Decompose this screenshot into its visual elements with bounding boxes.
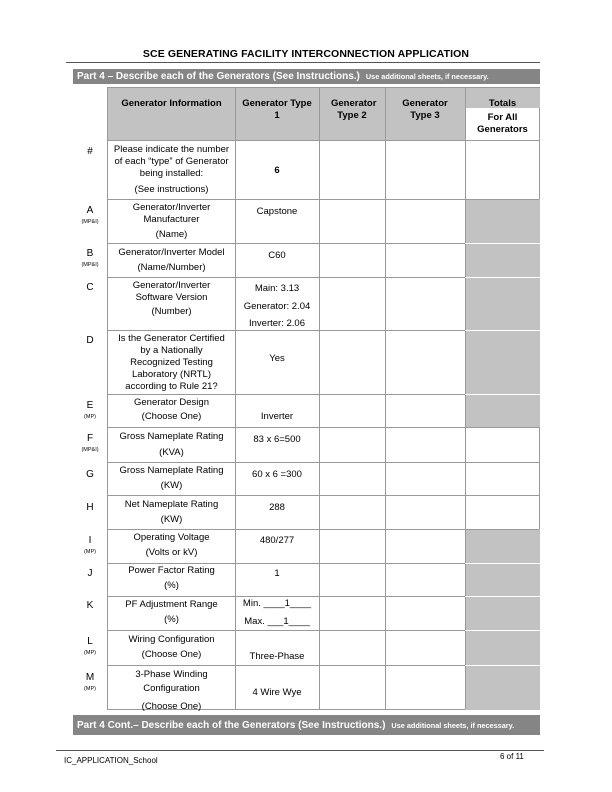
info-pf-range-extra: (%) <box>164 614 179 625</box>
info-voltage-extra: (Volts or kV) <box>145 547 198 558</box>
header-type-3: Generator Type 3 <box>402 98 448 121</box>
info-power-factor: Power Factor Rating <box>128 565 215 576</box>
row-label-h: H <box>86 502 94 513</box>
info-net-kw: Net Nameplate Rating <box>124 499 219 510</box>
type1-winding-value: 4 Wire Wye <box>252 687 302 698</box>
info-winding-2: Configuration <box>143 683 200 694</box>
title-rule <box>66 62 540 63</box>
header-generator-information: Generator Information <box>121 98 222 109</box>
row-label-d: D <box>86 335 94 346</box>
row-label-i: I (MP) <box>84 535 96 555</box>
info-gross-kw: Gross Nameplate Rating <box>119 465 224 476</box>
row-label-k: K <box>86 600 94 611</box>
row-label-f: F (MP&I) <box>81 433 99 453</box>
info-wiring: Wiring Configuration <box>128 634 215 645</box>
type1-software-main: Main: 3.13 <box>254 283 300 294</box>
header-totals-sub: For All Generators <box>477 112 528 135</box>
info-winding-extra: (Choose One) <box>141 701 202 712</box>
row-label-b: B (MP&I) <box>81 248 99 268</box>
continued-title: Part 4 Cont.– Describe each of the Generators (See Instructions.) <box>77 719 386 731</box>
type1-count-value: 6 <box>274 165 280 176</box>
info-design: Generator Design <box>134 397 209 408</box>
info-gross-kva: Gross Nameplate Rating <box>119 431 224 442</box>
type1-wiring-value: Three-Phase <box>249 651 305 662</box>
row-label-m: M (MP) <box>84 672 96 692</box>
page-title: SCE GENERATING FACILITY INTERCONNECTION APPLICATION <box>142 48 470 60</box>
section-header <box>73 69 540 84</box>
row-label-g: G <box>86 469 94 480</box>
type1-model-value: C60 <box>268 250 286 261</box>
type1-software-generator: Generator: 2.04 <box>243 301 311 312</box>
info-manufacturer-extra: (Name) <box>155 229 188 240</box>
info-gross-kw-extra: (KW) <box>160 480 183 491</box>
info-manufacturer: Generator/Inverter Manufacturer <box>132 202 211 225</box>
type1-certified-value: Yes <box>269 353 285 364</box>
row-label-a: A (MP&I) <box>81 205 99 225</box>
info-wiring-extra: (Choose One) <box>141 649 202 660</box>
row-label-l: L (MP) <box>84 636 96 656</box>
info-certified: Is the Generator Certified by a Nationally Recognized Testing Laboratory (NRTL) according to Rule 21? <box>118 333 225 392</box>
type1-gross-kva-value: 83 x 6=500 <box>253 434 301 445</box>
section-title: Part 4 – Describe each of the Generators (See Instructions.) <box>77 71 360 82</box>
info-voltage: Operating Voltage <box>133 532 210 543</box>
row-label-count: # <box>87 146 93 157</box>
header-totals: Totals <box>488 98 517 109</box>
totals-na-shading-1 <box>465 199 540 427</box>
type1-pf-min: Min. ____1____ <box>242 598 312 609</box>
footer-left: IC_APPLICATION_School <box>64 756 158 765</box>
info-software-version-extra: (Number) <box>151 306 192 317</box>
continued-note: Use additional sheets, if necessary. <box>391 720 515 730</box>
info-design-extra: (Choose One) <box>141 411 202 422</box>
type1-manufacturer-value: Capstone <box>256 206 298 217</box>
row-label-c: C <box>86 282 94 293</box>
type1-pf-max: Max. ___1____ <box>244 616 310 627</box>
info-count: Please indicate the number of each “type” of Generator being installed: <box>113 144 230 179</box>
type1-net-kw-value: 288 <box>269 502 285 513</box>
type1-design-value: Inverter <box>260 411 294 422</box>
info-count-extra: (See instructions) <box>134 184 209 195</box>
header-type-1: Generator Type 1 <box>242 98 312 121</box>
section-note: Use additional sheets, if necessary. <box>365 72 489 81</box>
row-label-e: E (MP) <box>84 400 96 420</box>
type1-software-inverter: Inverter: 2.06 <box>249 318 305 329</box>
type1-gross-kw-value: 60 x 6 =300 <box>252 469 302 480</box>
info-software-version: Generator/Inverter Software Version <box>132 280 211 303</box>
info-model-extra: (Name/Number) <box>137 262 206 273</box>
info-power-factor-extra: (%) <box>164 580 179 591</box>
totals-na-shading-2 <box>465 529 540 710</box>
row-label-j: J <box>87 568 93 579</box>
header-type-2: Generator Type 2 <box>331 98 377 121</box>
info-net-kw-extra: (KW) <box>160 514 183 525</box>
info-gross-kva-extra: (KVA) <box>159 447 184 458</box>
info-winding: 3-Phase Winding <box>135 669 208 680</box>
info-model: Generator/Inverter Model <box>118 247 225 258</box>
type1-power-factor-value: 1 <box>274 568 280 579</box>
page-number: 6 of 11 <box>500 752 524 761</box>
continued-header <box>73 715 540 735</box>
generator-table <box>107 87 540 710</box>
type1-voltage-value: 480/277 <box>259 535 295 546</box>
footer-rule <box>56 750 544 751</box>
info-pf-range: PF Adjustment Range <box>125 599 218 610</box>
